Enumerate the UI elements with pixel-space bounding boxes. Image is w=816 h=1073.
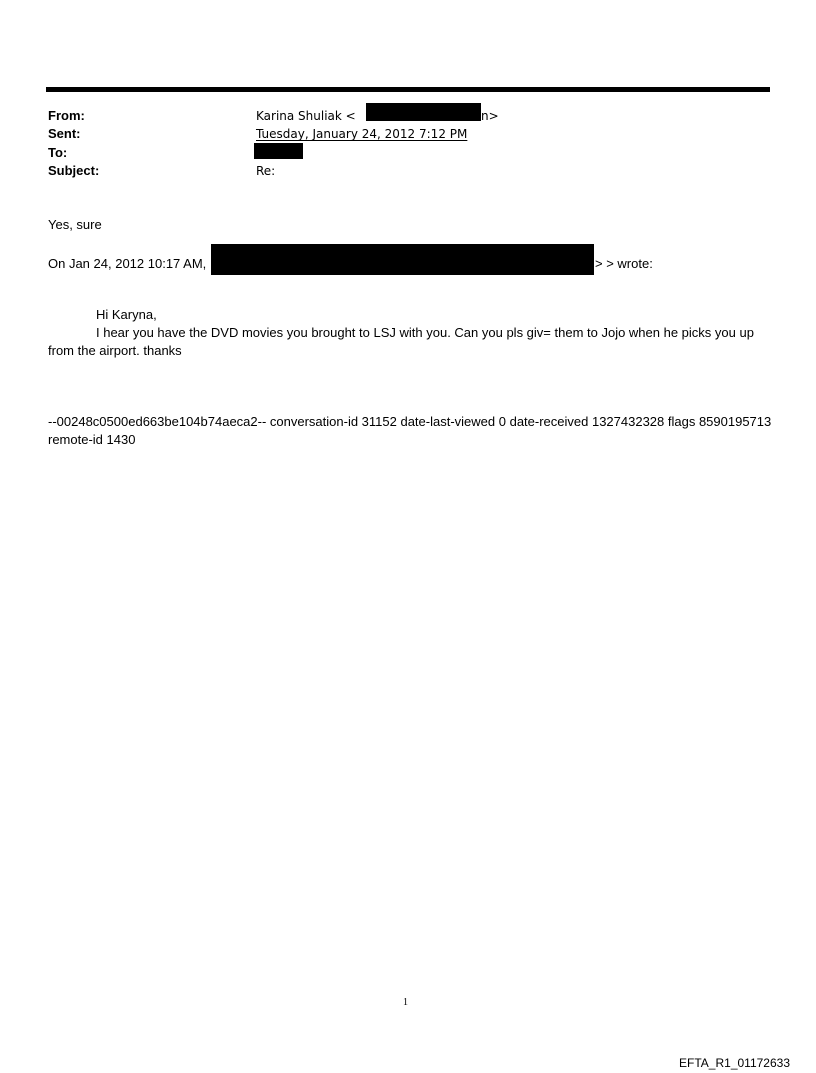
message-metadata: --00248c0500ed663be104b74aeca2-- conversation-id 31152 date-last-viewed 0 date-received 1327432328 flags 8590195713 remote-id 1430 <box>48 414 772 447</box>
from-email-redaction <box>366 103 481 121</box>
sender-redaction <box>211 244 594 275</box>
from-label: From: <box>48 108 85 123</box>
header-divider <box>46 87 770 92</box>
subject-label: Subject: <box>48 163 100 178</box>
bates-number: EFTA_R1_01172633 <box>679 1056 790 1070</box>
to-label: To: <box>48 145 68 160</box>
sent-value: Tuesday, January 24, 2012 7:12 PM <box>256 127 468 141</box>
page-number: 1 <box>403 997 408 1008</box>
from-name: Karina Shuliak < <box>256 109 356 123</box>
reply-text: Yes, sure <box>48 217 102 232</box>
quote-attribution-prefix: On Jan 24, 2012 10:17 AM, <box>48 256 207 271</box>
quoted-greeting: Hi Karyna, <box>96 307 157 322</box>
subject-value: Re: <box>256 164 276 178</box>
from-value <box>256 109 356 123</box>
from-email-tail: n> <box>481 109 499 123</box>
quote-attribution-suffix: > > wrote: <box>595 256 653 271</box>
sent-label: Sent: <box>48 126 81 141</box>
quoted-message: I hear you have the DVD movies you brought to LSJ with you. Can you pls giv= them to Jojo when he picks you up from the airport. thanks <box>48 325 754 358</box>
to-redaction <box>254 143 303 159</box>
